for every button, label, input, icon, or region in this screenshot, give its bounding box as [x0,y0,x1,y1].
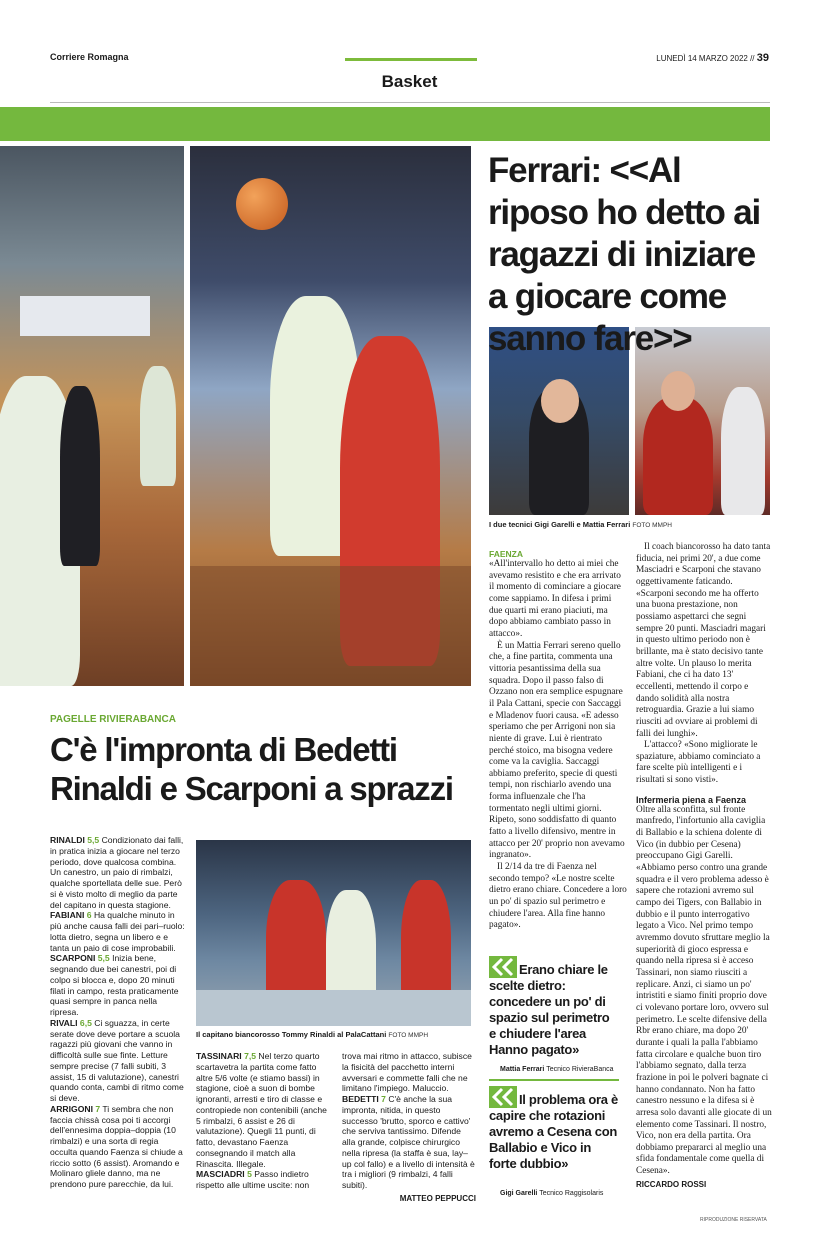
ratings-col-mid [196,1051,330,1191]
paragraph: trova mai ritmo in attacco, subisce la fisicità del pacchetto interni avversari e commette falli che ne limitano l'impiego. Maluccio. [342,1051,472,1094]
paragraph: Il 2/14 da tre di Faenza nel secondo tempo? «Le nostre scelte dietro erano chiare. Concedere a loro un po' di spazio sul perimetro e chiudere l'area. Alla fine hanno pagato». [489,862,627,931]
author: MATTEO PEPPUCCI [399,1193,476,1203]
photo-left-player [0,146,184,686]
caption-captain: Il capitano biancorosso Tommy Rinaldi al PalaCattani FOTO MMPH [196,1030,429,1039]
divider [489,1079,619,1081]
photo-action-shot [190,146,471,686]
main-article-col2 [636,542,772,1189]
ratings-headline: C'è l'impronta di Bedetti Rinaldi e Scarponi a sprazzi [50,731,453,807]
section-color-bar [0,107,770,141]
rating-entry: SCARPONI 5,5 Inizia bene, segnando due bei canestri, poi di colpo si blocca e, dopo 20 minuti filati in campo, resta praticamente quasi sempre in panca nella ripresa. [50,953,179,1017]
pull-quote-ferrari: Erano chiare le scelte dietro: concedere un po' di spazio sul perimetro e chiudere l'area Hanno pagato» [489,956,619,1058]
rating-entry: FABIANI 6 Ha qualche minuto in più anche causa falli dei pari–ruolo: lotta dietro, segna un libero e e tanta un paio di cose improbabili. [50,910,185,953]
quote-icon [489,1086,517,1108]
section-title: Basket [381,72,438,91]
rating-entry: RIVALI 6,5 Ci sguazza, in certe serate dove deve portare a scuola ragazzi più giovani che vanno in difficoltà sulle sue finte. Letture sempre precise (7 falli subiti, 3 assist, 15 di valutazione), canestri quando conta, cambi di ritmo come si deve. [50,1017,184,1103]
rating-entry: BEDETTI 7 C'è anche la sua impronta, nitida, in questo successo 'brutto, sporco e cattivo' che serviva tantissimo. Difende alla grande, colpisce chirurgico nella ripresa (la staffa è sua, lay–up col fallo) e a livello di intensità è tra i migliori (9 rimbalzi, 4 falli subiti). [342,1094,475,1190]
photo-bedetti [196,840,471,1026]
dateline: FAENZA [489,549,523,559]
copyright-notice: RIPRODUZIONE RISERVATA [700,1217,767,1223]
main-article-col1 [489,549,627,932]
quote-source: Mattia Ferrari Tecnico RivieraBanca [500,1066,614,1073]
ratings-col-right [342,1051,476,1203]
quote-icon [489,956,517,978]
kicker: PAGELLE RIVIERABANCA [50,714,176,725]
ratings-col-left [50,835,188,1190]
paragraph: È un Mattia Ferrari sereno quello che, a fine partita, commenta una vittoria pesantissima della sua squadra. Dopo il passo falso di Ozzano non era semplice espugnare il Pala Cattani, specie con Saccaggi e Mladenov fuori causa. «E adesso speriamo che per Arrigoni non sia niente di grave. Lui è rientrato perché stoico, ma bisogna vedere come va la caviglia. Saccaggi abbiamo preferito, specie di questi tempi, non rischiarlo avendo una forma influenzale che l'ha tormentato negli ultimi giorni. Ripeto, sono soddisfatto di quanto fatto a livello difensivo, mentre in attacco per 20' proprio non avevamo ingranato». [489,640,625,861]
rating-entry: ARRIGONI 7 Ti sembra che non faccia chissà cosa poi ti accorgi dell'ennesima doppia–doppia (10 rimbalzi) e una sorta di regia occulta quando Faenza si chiude a riccio sotto (6 assist). Aromando e Molinaro gliele danno, ma ne prendono pure parecchie, da lui. [50,1103,183,1189]
header-accent-line [345,58,477,61]
caption-coaches: I due tecnici Gigi Garelli e Mattia Ferrari FOTO MMPH [489,520,672,529]
paragraph: Il coach biancorosso ha dato tanta fiducia, nei primi 20', a due come Masciadri e Scarponi che stavano oggettivamente faticando. «Scarponi secondo me ha offerto una buona prestazione, non possiamo aspettarci che segni sempre 20 punti. Masciadri magari in questo ultimo periodo non è brillante, ma è stato decisivo tante altre volte. Un plauso lo merita Fabiani, che ci ha dato 13' eccellenti, mettendo il corpo e dando solidità alla nostra retroguardia. Grazie a lui siamo riusciti ad ovviare ai problemi di falli dei lunghi». [636,542,771,739]
subheading: Infermeria piena a Faenza [636,794,747,805]
page-number: 39 [756,52,769,64]
rating-entry: RINALDI 5,5 Condizionato dai falli, in pratica inizia a giocare nel terzo periodo, dove qualcosa combina. Un canestro, un paio di rimbalzi, qualche sportellata delle sue. Però si è visto molto di meglio da parte del capitano in questa stagione. [50,835,184,910]
header-divider [50,102,770,103]
quote-source: Gigi Garelli Tecnico Raggisolaris [500,1190,604,1197]
main-headline: Ferrari: <<Al riposo ho detto ai ragazzi di iniziare a giocare come sanno fare>> [488,151,761,358]
masthead: Corriere Romagna [50,52,129,62]
author: RICCARDO ROSSI [636,1179,707,1189]
issue-date: LUNEDÌ 14 MARZO 2022 // 39 [656,52,769,64]
paragraph: Oltre alla sconfitta, sul fronte manfredo, l'infortunio alla caviglia di Ballabio e la schiena dolente di Vico (in dubbio per Cesena) preoccupano Gigi Garelli. «Abbiamo perso contro una grande squadra e il vero problema adesso è sapere che rotazioni avremo sul campo dei Tigers, con Ballabio in dubbio e il punto interrogativo legato a Vico. Nel primo tempo avremmo dovuto sfruttare meglio la superiorità di gioco espressa e quando nella ripresa si è acceso Tassinari, non siamo riusciti a replicare. Anzi, ci siamo un po' intristiti e siamo finiti proprio dove ci volevano portare loro, ovvero sul perimetro. Le scelte difensive della Rbr erano chiare, ma dopo 20' durante i quali la palla l'abbiamo fatta circolare e qualche buon tiro l'abbiamo segnato, dalla terza frazione in poi le polveri bagnate ci hanno condannato. Non ha fatto canestro nessuno e la difesa si è arresa solo davanti alle giocate di un elemento come Tassinari. Il nostro, Vico, non era della partita. Ora dobbiamo prepararci al meglio una sfida fondamentale come quella di Cesena». [636,804,772,1177]
paragraph: «All'intervallo ho detto ai miei che avevamo resistito e che era arrivato il momento di cominciare a giocare come sappiamo. In difesa i primi due quarti mi erano piaciuti, ma dopo abbiamo cambiato passo in attacco». [489,559,621,639]
paragraph: L'attacco? «Sono migliorate le spaziature, abbiamo cominciato a fare scelte più intelligenti e i risultati si sono visti». [636,740,761,786]
rating-entry: MASCIADRI 5 Passo indietro rispetto alle ultime uscite: non [196,1169,310,1190]
pull-quote-garelli: Il problema ora è capire che rotazioni avremo a Cesena con Ballabio e Vico in forte dubbio» [489,1086,619,1172]
rating-entry: TASSINARI 7,5 Nel terzo quarto scartavetra la partita come fatto altre 5/6 volte (e stiamo bassi) in stagione, cioè a suon di bombe ignoranti, arresti e tiro di classe e contropiede non contenibili (anche 5 rimbalzi, 6 assist e 26 di valutazione). Quegli 11 punti, di fatto, devastano Faenza consegnando il match alla Rinascita. Illegale. [196,1051,327,1169]
